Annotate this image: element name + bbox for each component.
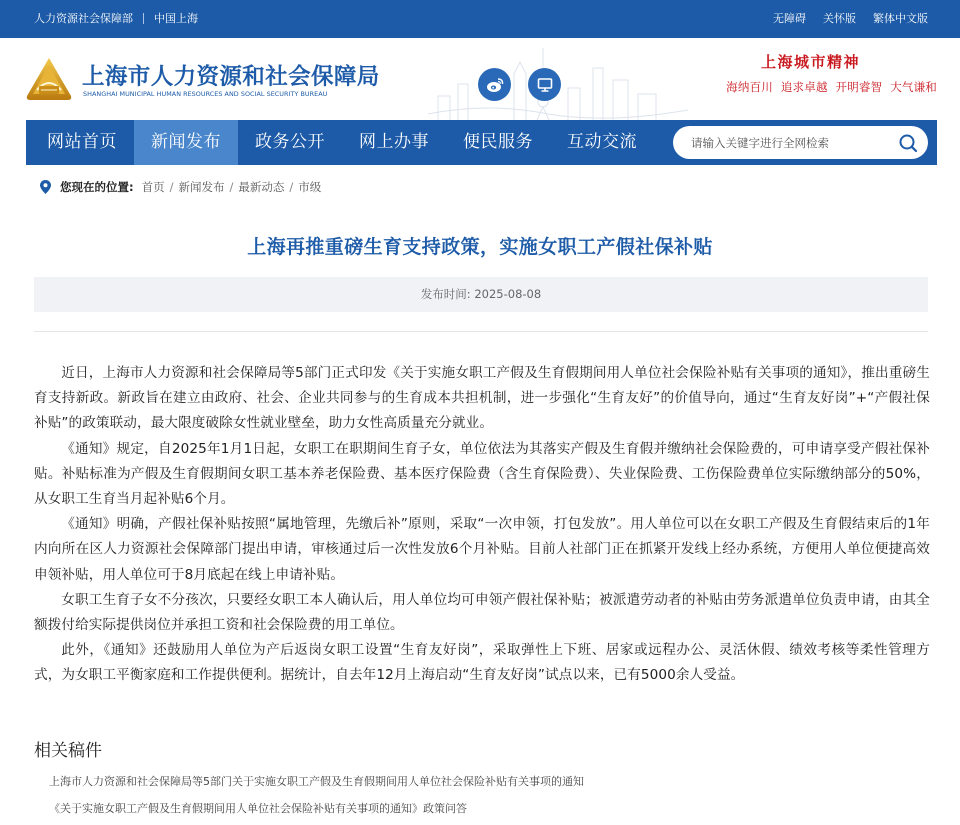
related-article-link[interactable]: 上海市人力资源和社会保障局等5部门关于实施女职工产假及生育假期间用人单位社会保险补贴有关事项的通知 [49,775,584,788]
content-divider [34,331,928,332]
top-utility-bar [0,0,960,38]
nav-item-home[interactable]: 网站首页 [47,132,117,152]
site-subtitle: SHANGHAI MUNICIPAL HUMAN RESOURCES AND SOCIAL SECURITY BUREAU [83,90,328,98]
article-paragraph: 《通知》规定，自2025年1月1日起，女职工在职期间生育子女，单位依法为其落实产假及生育假并缴纳社会保险费的，可申请享受产假社保补贴。补贴标准为产假及生育假期间女职工基本养老保险费、基本医疗保险费（含生育保险费）、失业保险费、工伤保险费单位实际缴纳部分的50%，从女职工生育当月起补贴6个月。 [34,440,930,508]
related-articles-list [49,768,584,822]
related-articles-heading: 相关稿件 [34,741,102,761]
breadcrumb-separator: / [289,180,294,194]
city-spirit-title: 上海城市精神 [760,53,860,71]
article-title: 上海再推重磅生育支持政策，实施女职工产假社保补贴 [247,236,713,258]
publish-label: 发布时间: [420,287,471,301]
nav-item-online-services[interactable]: 网上办事 [359,132,429,152]
top-left-links [34,10,198,26]
nav-item-public-services[interactable]: 便民服务 [463,132,533,152]
search-icon[interactable] [898,133,918,153]
breadcrumb-label: 您现在的位置: [60,180,134,194]
nav-item-news[interactable]: 新闻发布 [134,120,238,165]
article-paragraph: 近日，上海市人力资源和社会保障局等5部门正式印发《关于实施女职工产假及生育假期间用人单位社会保险补贴有关事项的通知》，推出重磅生育支持新政。新政旨在建立由政府、社会、企业共同参与的生育成本共担机制，进一步强化“生育友好”的价值导向，通过“生育友好岗”+“产假社保补贴”的政策联动，最大限度破除女性就业壁垒，助力女性高质量充分就业。 [34,365,930,432]
spirit-item: 大气谦和 [890,80,937,94]
related-article-link[interactable]: 《关于实施女职工产假及生育假期间用人单位社会保险补贴有关事项的通知》政策问答 [49,802,467,815]
spirit-item: 追求卓越 [780,80,828,94]
spirit-item: 开明睿智 [835,80,883,94]
article-paragraph: 此外，《通知》还鼓励用人单位为产后返岗女职工设置“生育友好岗”，采取弹性上下班、居家或远程办公、灵活休假、绩效考核等柔性管理方式，为女职工平衡家庭和工作提供便利。据统计，自去年12月上海启动“生育友好岗”试点以来，已有5000余人受益。 [34,642,930,684]
publish-date: 2025-08-08 [474,287,542,301]
article-paragraph: 《通知》明确，产假社保补贴按照“属地管理，先缴后补”原则，采取“一次申领，打包发放”。用人单位可以在女职工产假及生育假结束后的1年内向所在区人力资源社会保障部门提出申请，审核通过后一次性发放6个月补贴。目前人社部门正在抓紧开发线上经办系统，方便用人单位便捷高效申领补贴，用人单位可于8月底起在线上申请补贴。 [34,516,930,583]
ministry-link[interactable]: 人力资源社会保障部 [34,12,133,25]
breadcrumb-separator: / [229,180,234,194]
breadcrumb [40,179,321,195]
traditional-chinese-link[interactable]: 繁体中文版 [873,12,928,25]
search-input[interactable] [691,126,881,159]
location-pin-icon [40,180,51,194]
article-paragraph: 女职工生育子女不分孩次，只要经女职工本人确认后，用人单位均可申领产假社保补贴；被派遣劳动者的补贴由劳务派遣单位负责申请，由其全额拨付给实际提供岗位并承担工资和社会保险费的用工单位。 [34,591,930,634]
site-title[interactable]: 上海市人力资源和社会保障局 [82,64,380,90]
breadcrumb-latest[interactable]: 最新动态 [238,180,285,194]
accessibility-link[interactable]: 无障碍 [773,12,806,25]
china-shanghai-link[interactable]: 中国上海 [154,12,198,25]
desktop-icon [537,77,553,93]
nav-item-interaction[interactable]: 互动交流 [567,132,637,152]
publish-info [34,277,928,312]
site-search [673,126,928,159]
shanghai-emblem-icon[interactable] [24,56,74,102]
top-right-links [756,10,928,26]
breadcrumb-municipal[interactable]: 市级 [298,180,322,194]
spirit-item: 海纳百川 [726,80,773,94]
article-body [34,361,930,689]
breadcrumb-separator: / [169,180,174,194]
site-header [0,38,960,120]
care-mode-link[interactable]: 关怀版 [823,12,856,25]
city-spirit-slogan [722,79,937,95]
nav-item-government-affairs[interactable]: 政务公开 [255,132,325,152]
main-navigation [26,120,937,165]
weibo-icon [486,77,504,93]
weibo-button[interactable] [478,68,511,101]
divider [143,13,144,24]
breadcrumb-news[interactable]: 新闻发布 [178,180,225,194]
breadcrumb-home[interactable]: 首页 [141,180,165,194]
desktop-button[interactable] [528,68,561,101]
